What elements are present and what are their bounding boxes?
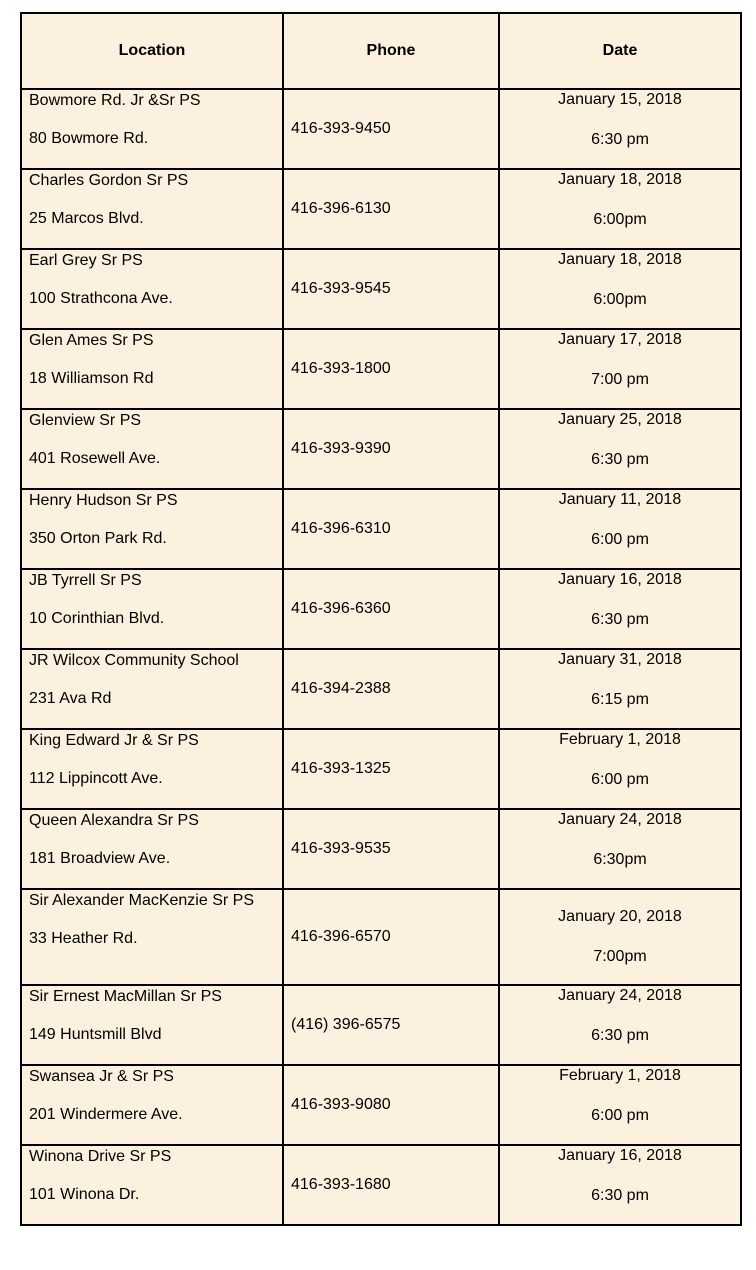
table-row — [21, 1065, 741, 1145]
date-cell — [499, 1145, 741, 1225]
event-date: January 24, 2018 — [558, 987, 682, 1004]
event-date: February 1, 2018 — [559, 731, 681, 748]
event-date: January 17, 2018 — [558, 331, 682, 348]
location-cell — [21, 409, 283, 489]
phone-cell: 416-394-2388 — [283, 649, 499, 729]
school-address: 112 Lippincott Ave. — [29, 770, 163, 787]
school-address: 10 Corinthian Blvd. — [29, 610, 165, 627]
header-date: Date — [499, 13, 741, 89]
event-time: 7:00 pm — [591, 371, 649, 388]
date-cell — [499, 985, 741, 1065]
school-name: Henry Hudson Sr PS — [29, 492, 178, 509]
date-cell — [499, 409, 741, 489]
location-cell — [21, 329, 283, 409]
table-row — [21, 649, 741, 729]
phone-cell: 416-396-6130 — [283, 169, 499, 249]
date-cell — [499, 489, 741, 569]
location-cell — [21, 889, 283, 985]
event-time: 6:30 pm — [591, 451, 649, 468]
table-row — [21, 249, 741, 329]
event-date: January 20, 2018 — [558, 908, 682, 925]
phone-cell: 416-393-9535 — [283, 809, 499, 889]
school-name: Bowmore Rd. Jr &Sr PS — [29, 92, 201, 109]
event-time: 6:30pm — [593, 851, 647, 868]
location-cell — [21, 1065, 283, 1145]
location-cell — [21, 169, 283, 249]
table-row — [21, 889, 741, 985]
phone-cell: 416-396-6570 — [283, 889, 499, 985]
event-time: 6:15 pm — [591, 691, 649, 708]
event-time: 6:30 pm — [591, 1187, 649, 1204]
event-date: February 1, 2018 — [559, 1067, 681, 1084]
event-time: 7:00pm — [593, 948, 647, 965]
school-address: 25 Marcos Blvd. — [29, 210, 144, 227]
school-address: 101 Winona Dr. — [29, 1186, 140, 1203]
school-name: Glenview Sr PS — [29, 412, 142, 429]
table-row — [21, 729, 741, 809]
date-cell — [499, 249, 741, 329]
school-name: King Edward Jr & Sr PS — [29, 732, 199, 749]
school-name: Sir Ernest MacMillan Sr PS — [29, 988, 222, 1005]
date-cell — [499, 649, 741, 729]
event-time: 6:30 pm — [591, 1027, 649, 1044]
school-address: 100 Strathcona Ave. — [29, 290, 173, 307]
location-cell — [21, 489, 283, 569]
date-cell — [499, 89, 741, 169]
date-cell — [499, 169, 741, 249]
location-cell — [21, 809, 283, 889]
event-date: January 16, 2018 — [558, 571, 682, 588]
event-date: January 18, 2018 — [558, 251, 682, 268]
phone-cell: 416-393-9390 — [283, 409, 499, 489]
event-time: 6:00 pm — [591, 771, 649, 788]
school-name: Glen Ames Sr PS — [29, 332, 154, 349]
table-row — [21, 985, 741, 1065]
event-date: January 25, 2018 — [558, 411, 682, 428]
location-cell — [21, 1145, 283, 1225]
date-cell — [499, 729, 741, 809]
location-cell — [21, 985, 283, 1065]
event-time: 6:00 pm — [591, 531, 649, 548]
school-name: Winona Drive Sr PS — [29, 1148, 172, 1165]
school-name: Charles Gordon Sr PS — [29, 172, 189, 189]
phone-cell: 416-393-9545 — [283, 249, 499, 329]
table-row — [21, 1145, 741, 1225]
school-name: Earl Grey Sr PS — [29, 252, 143, 269]
header-phone: Phone — [283, 13, 499, 89]
date-cell — [499, 569, 741, 649]
school-address: 33 Heather Rd. — [29, 930, 138, 947]
phone-cell: 416-396-6360 — [283, 569, 499, 649]
table-row — [21, 169, 741, 249]
school-address: 201 Windermere Ave. — [29, 1106, 183, 1123]
event-date: January 31, 2018 — [558, 651, 682, 668]
table-row — [21, 809, 741, 889]
event-date: January 11, 2018 — [558, 491, 682, 508]
event-date: January 15, 2018 — [558, 91, 682, 108]
phone-cell: 416-393-9450 — [283, 89, 499, 169]
school-name: Sir Alexander MacKenzie Sr PS — [29, 892, 254, 909]
date-cell — [499, 809, 741, 889]
school-address: 350 Orton Park Rd. — [29, 530, 167, 547]
event-date: January 18, 2018 — [558, 171, 682, 188]
location-cell — [21, 249, 283, 329]
location-cell — [21, 729, 283, 809]
phone-cell: 416-393-1800 — [283, 329, 499, 409]
school-address: 401 Rosewell Ave. — [29, 450, 161, 467]
school-address: 80 Bowmore Rd. — [29, 130, 149, 147]
table-row — [21, 329, 741, 409]
event-time: 6:00pm — [593, 211, 647, 228]
table-row — [21, 569, 741, 649]
event-date: January 24, 2018 — [558, 811, 682, 828]
event-time: 6:00 pm — [591, 1107, 649, 1124]
phone-cell: 416-396-6310 — [283, 489, 499, 569]
school-address: 149 Huntsmill Blvd — [29, 1026, 162, 1043]
date-cell — [499, 329, 741, 409]
event-time: 6:30 pm — [591, 131, 649, 148]
location-cell — [21, 569, 283, 649]
school-address: 18 Williamson Rd — [29, 370, 154, 387]
event-time: 6:30 pm — [591, 611, 649, 628]
location-cell — [21, 649, 283, 729]
school-name: JB Tyrrell Sr PS — [29, 572, 142, 589]
event-date: January 16, 2018 — [558, 1147, 682, 1164]
phone-cell: 416-393-1680 — [283, 1145, 499, 1225]
event-time: 6:00pm — [593, 291, 647, 308]
school-name: JR Wilcox Community School — [29, 652, 239, 669]
date-cell — [499, 1065, 741, 1145]
table-row — [21, 489, 741, 569]
phone-cell: 416-393-1325 — [283, 729, 499, 809]
table-row — [21, 409, 741, 489]
phone-cell: 416-393-9080 — [283, 1065, 499, 1145]
header-row — [21, 13, 741, 89]
school-address: 231 Ava Rd — [29, 690, 112, 707]
date-cell — [499, 889, 741, 985]
table-row — [21, 89, 741, 169]
school-name: Swansea Jr & Sr PS — [29, 1068, 174, 1085]
schedule-table — [20, 12, 742, 1226]
school-address: 181 Broadview Ave. — [29, 850, 171, 867]
phone-cell: (416) 396-6575 — [283, 985, 499, 1065]
header-location: Location — [21, 13, 283, 89]
location-cell — [21, 89, 283, 169]
school-name: Queen Alexandra Sr PS — [29, 812, 199, 829]
